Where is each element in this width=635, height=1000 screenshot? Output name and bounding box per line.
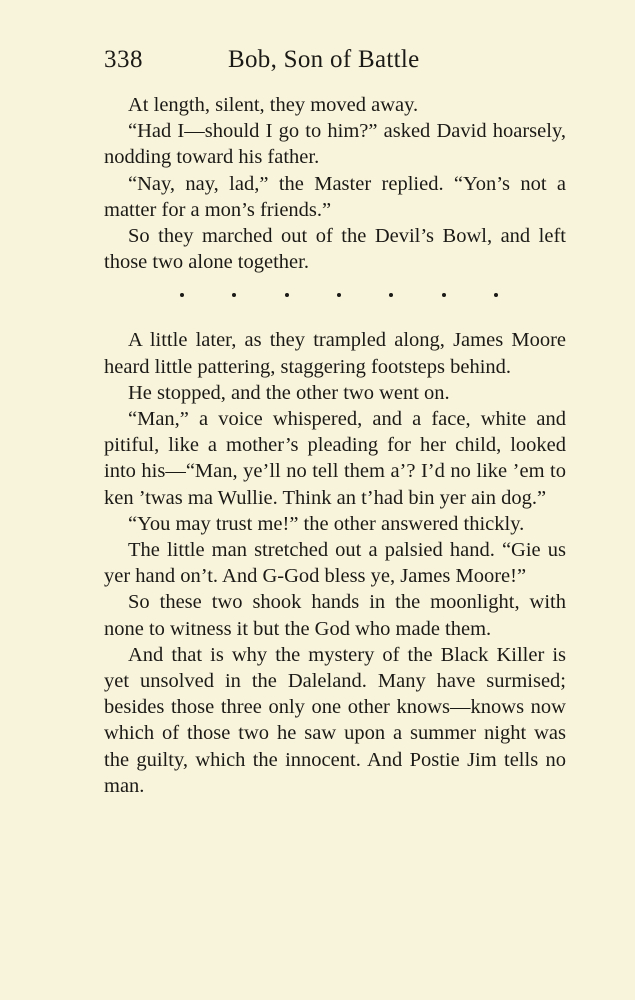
book-page [104,0,566,1000]
paragraph: So these two shook hands in the moonlight, with none to witness it but the God who made them. [104,591,566,640]
separator-dot [285,293,289,297]
running-title: Bob, Son of Battle [228,46,420,73]
separator-dot [494,293,498,297]
separator-dot [389,293,393,297]
separator-dot [180,293,184,297]
paragraph: At length, silent, they moved away. [128,94,419,116]
paragraph: “Had I—should I go to him?” asked David hoarsely, nodding toward his father. [104,120,566,169]
section-separator [104,275,566,327]
paragraph: He stopped, and the other two went on. [128,381,450,404]
paragraph: “Man,” a voice whispered, and a face, white and pitiful, like a mother’s pleading for her child, looked into his—“Man, ye’ll no tell them a’? I’d no like ’em to ken ’twas ma Wullie. Think an t’had bin yer ain dog.” [104,408,566,509]
paragraph: A little later, as they trampled along, James Moore heard little pattering, staggering footsteps behind. [104,329,566,378]
separator-dots [180,293,498,297]
paragraph: So they marched out of the Devil’s Bowl, and left those two alone together. [104,225,566,274]
separator-dot [442,293,446,297]
page-number: 338 [104,46,143,73]
separator-dot [337,293,341,297]
paragraph: The little man stretched out a palsied hand. “Gie us yer hand on’t. And G-God bless ye, James Moore!” [104,539,566,588]
paragraph: “Nay, nay, lad,” the Master replied. “Yon’s not a matter for a mon’s friends.” [104,172,566,221]
page-header [104,46,566,80]
body-text [104,92,566,799]
paragraph: And that is why the mystery of the Black Killer is yet unsolved in the Daleland. Many have surmised; besides those three only one other knows—knows now which of those two he saw upon a summer night was the guilty, which the innocent. And Postie Jim tells no man. [104,643,566,797]
paragraph: “You may trust me!” the other answered thickly. [128,512,525,535]
separator-dot [232,293,236,297]
